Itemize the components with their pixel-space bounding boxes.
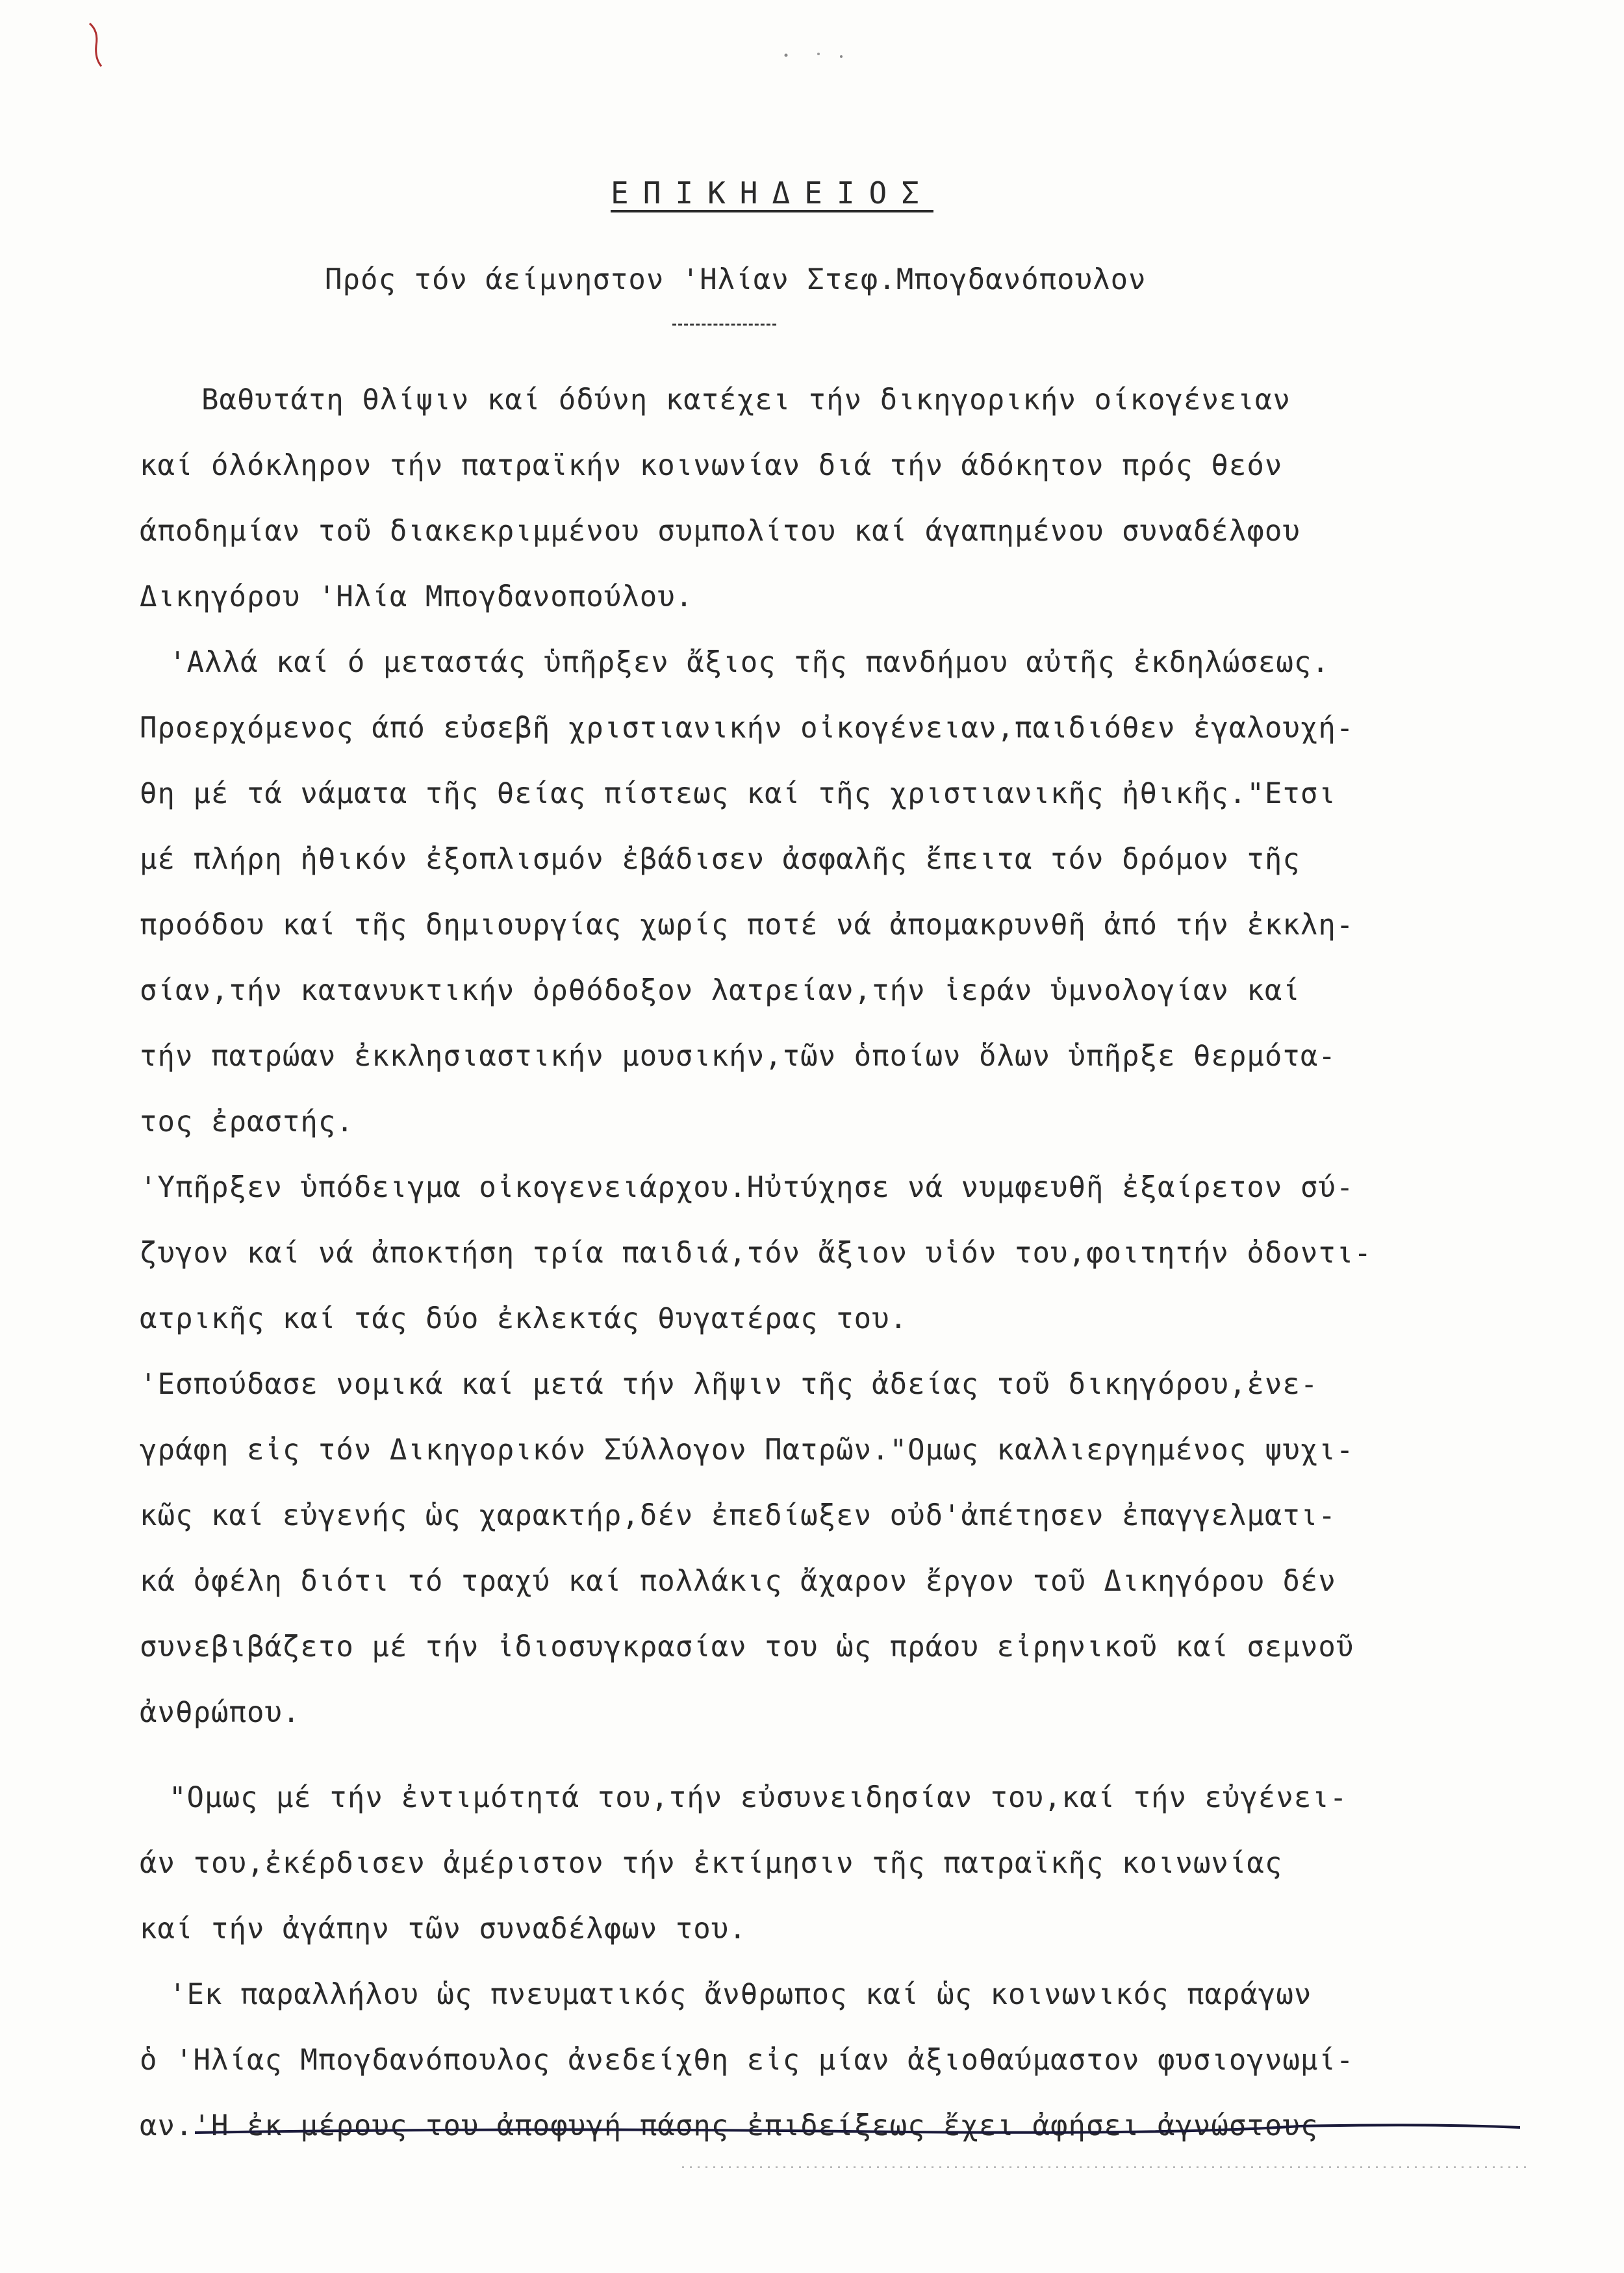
- text-line: τος ἐραστής.: [140, 1105, 354, 1138]
- text-line: ατρικῆς καί τάς δύο ἐκλεκτάς θυγατέρας του.: [140, 1302, 908, 1335]
- text-line: μέ πλήρη ἠθικόν ἐξοπλισμόν ἐβάδισεν ἀσφαλῆς ἔπειτα τόν δρόμον τῆς: [140, 843, 1300, 876]
- text-line: "Ομως μέ τήν ἐντιμότητά του,τήν εὐσυνειδησίαν του,καί τήν εὐγένει-: [169, 1781, 1348, 1814]
- text-line: καί τήν ἀγάπην τῶν συναδέλφων του.: [140, 1912, 747, 1946]
- text-line: 'Εσπούδασε νομικά καί μετά τήν λῆψιν τῆς ἀδείας τοῦ δικηγόρου,ἐνε-: [140, 1368, 1319, 1401]
- corner-pen-mark: [84, 19, 110, 71]
- text-line: προόδου καί τῆς δημιουργίας χωρίς ποτέ νά ἀπομακρυνθῆ ἀπό τήν ἐκκλη-: [140, 908, 1354, 942]
- text-line: ζυγον καί νά ἀποκτήση τρία παιδιά,τόν ἄξιον υἱόν του,φοιτητήν ὀδοντι-: [140, 1237, 1372, 1270]
- text-line: κά ὀφέλη διότι τό τραχύ καί πολλάκις ἄχαρον ἔργον τοῦ Δικηγόρου δέν: [140, 1565, 1336, 1598]
- text-line: 'Υπῆρξεν ὑπόδειγμα οἰκογενειάρχου.Ηὐτύχησε νά νυμφευθῆ ἐξαίρετον σύ-: [140, 1171, 1354, 1204]
- handwritten-underline: [195, 2118, 1520, 2138]
- text-line: γράφη εἰς τόν Δικηγορικόν Σύλλογον Πατρῶν."Ομως καλλιεργημένος ψυχι-: [140, 1433, 1354, 1467]
- text-line: συνεβιβάζετο μέ τήν ἰδιοσυγκρασίαν του ὡς πράου εἰρηνικοῦ καί σεμνοῦ: [140, 1630, 1354, 1663]
- text-line: θη μέ τά νάματα τῆς θείας πίστεως καί τῆς χριστιανικῆς ἠθικῆς."Ετσι: [140, 777, 1336, 810]
- text-line: αν.'Η ἐκ μέρους του ἀποφυγή πάσης ἐπιδείξεως ἔχει ἀφήσει ἀγνώστους: [140, 2109, 1319, 2142]
- text-line: Προερχόμενος άπό εὐσεβῆ χριστιανικήν οἰκογένειαν,παιδιόθεν ἐγαλουχή-: [140, 712, 1354, 745]
- text-line: τήν πατρώαν ἐκκλησιαστικήν μουσικήν,τῶν ὁποίων ὅλων ὑπῆρξε θερμότα-: [140, 1040, 1336, 1073]
- scan-specks: [780, 49, 857, 62]
- document-subtitle: Πρός τόν άείμνηστον 'Ηλίαν Στεφ.Μπογδανόπουλον: [325, 263, 1147, 296]
- text-line: Βαθυτάτη θλίψιν καί όδύνη κατέχει τήν δικηγορικήν οίκογένειαν: [201, 383, 1291, 417]
- text-line: άποδημίαν τοῦ διακεκριμμένου συμπολίτου καί άγαπημένου συναδέλφου: [140, 515, 1300, 548]
- subtitle-rule: [672, 324, 776, 326]
- text-line: κῶς καί εὐγενής ὡς χαρακτήρ,δέν ἐπεδίωξεν οὐδ'ἀπέτησεν ἐπαγγελματι-: [140, 1499, 1336, 1532]
- text-line: καί όλόκληρον τήν πατραϊκήν κοινωνίαν διά τήν άδόκητον πρός θεόν: [140, 449, 1283, 482]
- text-line: 'Εκ παραλλήλου ὡς πνευματικός ἄνθρωπος καί ὡς κοινωνικός παράγων: [169, 1978, 1312, 2011]
- document-title: ΕΠΙΚΗΔΕΙΟΣ: [611, 175, 933, 211]
- text-line: σίαν,τήν κατανυκτικήν ὀρθόδοξον λατρείαν,τήν ἱεράν ὑμνολογίαν καί: [140, 974, 1300, 1007]
- text-line: 'Αλλά καί ό μεταστάς ὑπῆρξεν ἄξιος τῆς πανδήμου αὐτῆς ἐκδηλώσεως.: [169, 646, 1330, 679]
- text-line: ὁ 'Ηλίας Μπογδανόπουλος ἀνεδείχθη εἰς μίαν ἀξιοθαύμαστον φυσιογνωμί-: [140, 2044, 1354, 2077]
- text-line: άν του,ἐκέρδισεν ἀμέριστον τήν ἐκτίμησιν τῆς πατραϊκῆς κοινωνίας: [140, 1847, 1283, 1880]
- bottom-scan-specks: [682, 2154, 1527, 2180]
- text-line: Δικηγόρου 'Ηλία Μπογδανοπούλου.: [140, 580, 694, 613]
- text-line: ἀνθρώπου.: [140, 1696, 301, 1729]
- document-body: [140, 367, 1504, 2159]
